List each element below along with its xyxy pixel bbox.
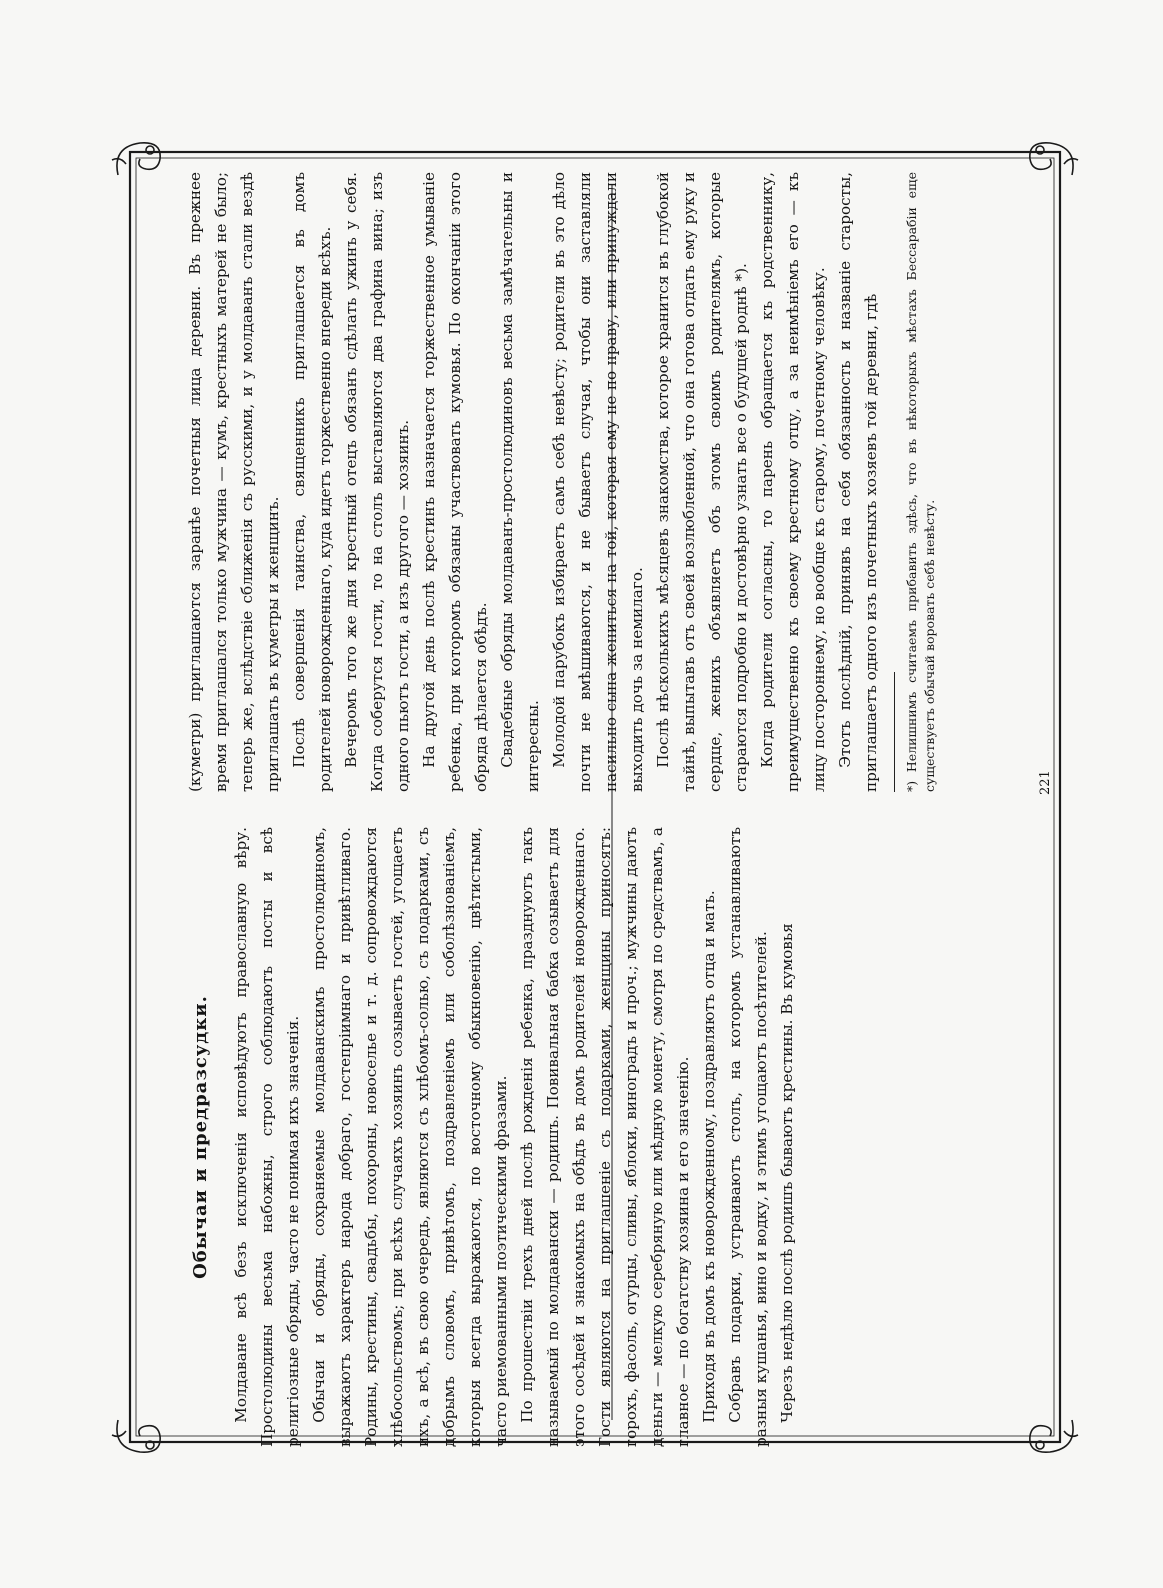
paragraph: Молдаване всѣ безъ исключенія исповѣдуютъ православную вѣру. Простолюдины весьма набожны, строго соблюдаютъ посты и всѣ религіозные обряды, часто не понимая ихъ значенія. (232, 827, 302, 1447)
paragraph: Черезъ недѣлю послѣ родишъ бываютъ крестины. Въ кумовья (778, 923, 796, 1423)
paragraph: Собравъ подарки, устраиваютъ столъ, на которомъ устанавливаютъ разныя кушанья, вино и водку, и этимъ угощаютъ посѣтителей. (726, 827, 770, 1447)
rotated-page-content (182, 147, 1042, 1447)
paragraph: Свадебные обряды молдаванъ-простолюдиновъ весьма замѣчательны и интересны. (498, 172, 542, 792)
paragraph: (куметри) приглашаются заранѣе почетныя лица деревни. Въ прежнее время приглашался только мужчина — кумъ, крестныхъ матерей не было; теперь же, вслѣдствіе сближенія съ русскими, и у молдаванъ стали вездѣ приглашать въ куметры и женщинъ. (186, 172, 282, 792)
paragraph: На другой день послѣ крестинъ назначается торжественное умываніе ребенка, при которомъ обязаны участвовать кумовья. По окончаніи этого обряда дѣлается обѣдъ. (420, 172, 490, 792)
paragraph: По прошествіи трехъ дней послѣ рожденія ребенка, празднуютъ такъ называемый по молдавански — родишъ. Повивальная бабка созываетъ для этого сосѣдей и знакомыхъ на обѣдъ въ домъ родителей новорожденнаго. Гости являются на приглашеніе съ подарками, женщины приносятъ: горохъ, фасоль, огурцы, сливы, яблоки, виноградъ и проч.; мужчины даютъ деньги — мелкую серебряную или мѣдную монету, смотря по средствамъ, а главное — по богатству хозяина и его значенію. (518, 827, 692, 1447)
left-column (182, 827, 1042, 1447)
paragraph: Этотъ послѣдній, принявъ на себя обязанность и названіе старосты, приглашаетъ одного изъ почетныхъ хозяевъ той деревни, гдѣ (836, 172, 880, 792)
section-title: Обычаи и предразсудки. (190, 995, 211, 1279)
paragraph: Послѣ нѣсколькихъ мѣсяцевъ знакомства, которое хранится въ глубокой тайнѣ, выпытавъ отъ своей возлюбленной, что она готова отдать ему руку и сердце, женихъ объявляетъ объ этомъ своимъ родителямъ, которые стараются подробно и достовѣрно узнать все о будущей роднѣ *). (654, 172, 750, 792)
paragraph: Когда родители согласны, то парень обращается къ родственнику, преимущественно къ своему крестному отцу, а за неимѣніемъ его — къ лицу постороннему, но вообще къ старому, почетному человѣку. (758, 172, 828, 792)
page-number: 221 (1038, 770, 1053, 795)
footnote-rule (894, 672, 895, 792)
paragraph: Вечеромъ того же дня крестный отецъ обязанъ сдѣлать ужинъ у себя. Когда соберутся гости, то на столъ выставляются два графина вина; изъ одного пьютъ гости, а изъ другого — хозяинъ. (342, 172, 412, 792)
footnote: *) Нелишнимъ считаемъ прибавить здѣсь, что въ нѣкоторыхъ мѣстахъ Бессарабіи еще существуетъ обычай воровать себѣ невѣсту. (904, 172, 937, 792)
paragraph: Молодой парубокъ избираетъ самъ себѣ невѣсту; родители въ это дѣло почти не вмѣшиваются, и не бываетъ случая, чтобы они заставляли насильно сына жениться на той, которая ему не по нраву, или принуждали выходить дочь за немилаго. (550, 172, 646, 792)
paragraph: Послѣ совершенія таинства, священникъ приглашается въ домъ родителей новорожденнаго, куда идетъ торжественно впереди всѣхъ. (290, 172, 334, 792)
paragraph: Обычаи и обряды, сохраняемые молдаванскимъ простолюдиномъ, выражаютъ характеръ народа добраго, гостепріимнаго и привѣтливаго. Родины, крестины, свадьбы, похороны, новоселье и т. д. сопровождаются хлѣбосольствомъ; при всѣхъ случаяхъ хозяинъ созываетъ гостей, угощаетъ ихъ, а всѣ, въ свою очередь, являются съ хлѣбомъ-солью, съ подарками, съ добрымъ словомъ, привѣтомъ, поздравленіемъ или соболѣзнованіемъ, которыя всегда выражаются, по восточному обыкновенію, цвѣтистыми, часто риемованными поэтическими фразами. (310, 827, 510, 1447)
right-column (182, 172, 1042, 792)
paragraph: Приходя въ домъ къ новорожденному, поздравляютъ отца и мать. (700, 890, 718, 1423)
